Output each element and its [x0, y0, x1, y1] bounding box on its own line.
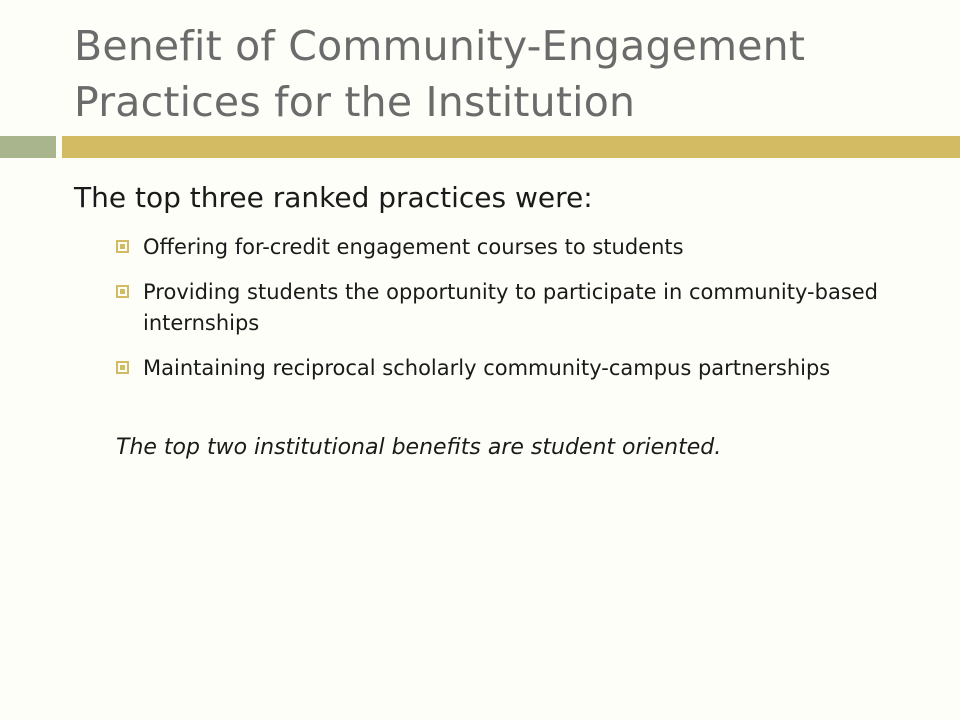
title-rule-left-accent: [0, 136, 56, 158]
list-item: [116, 353, 934, 384]
slide-title: [74, 18, 944, 130]
bullet-text: Providing students the opportunity to participate in community-based internships: [143, 280, 879, 335]
slide-title-line-1: Benefit of Community-Engagement: [74, 22, 806, 70]
list-item: [116, 232, 934, 263]
list-item: [116, 277, 934, 339]
bullet-text: Offering for-credit engagement courses to students: [143, 235, 684, 259]
bullet-list: [74, 232, 934, 384]
title-rule-right-accent: [62, 136, 960, 158]
bullet-text: Maintaining reciprocal scholarly community-campus partnerships: [143, 356, 831, 380]
square-bullet-icon: [116, 240, 129, 253]
closing-note: The top two institutional benefits are student oriented.: [116, 435, 722, 460]
square-bullet-icon: [116, 361, 129, 374]
lead-text: The top three ranked practices were:: [74, 181, 593, 214]
slide-body: [74, 178, 934, 464]
square-bullet-icon: [116, 285, 129, 298]
slide-title-line-2: Practices for the Institution: [74, 78, 636, 126]
